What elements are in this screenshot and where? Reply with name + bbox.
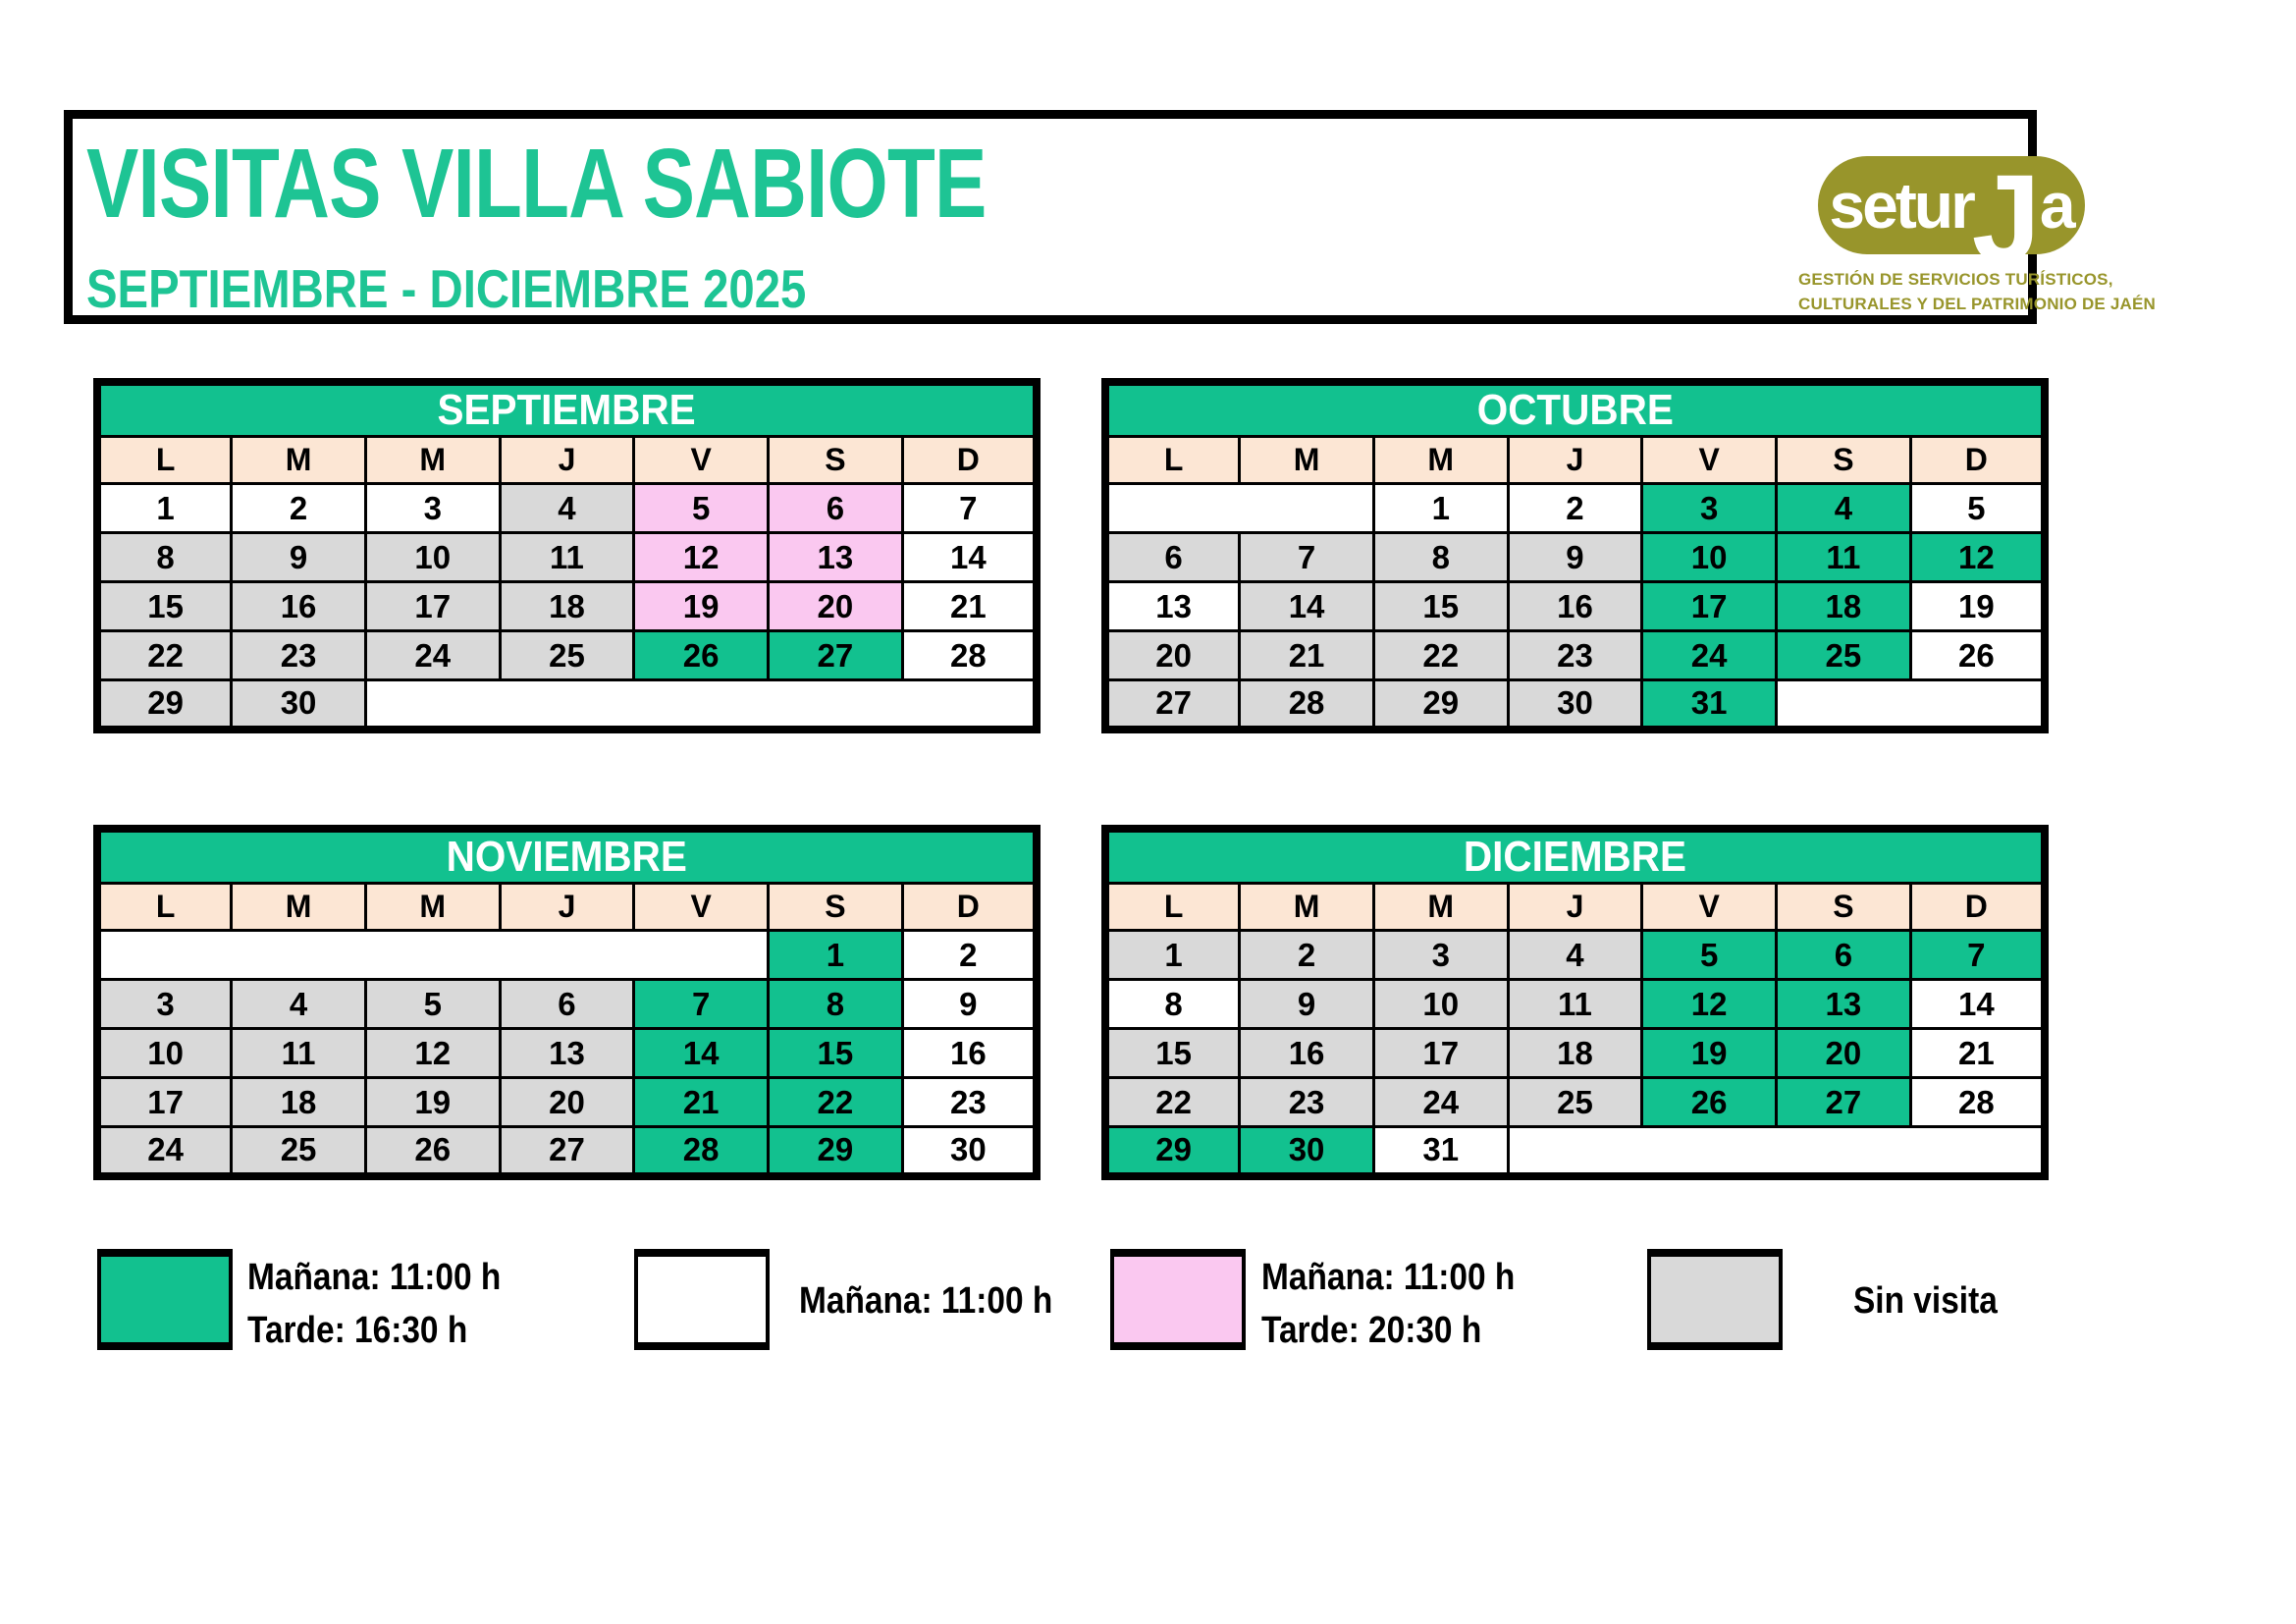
day-cell: 6 xyxy=(769,484,903,533)
day-cell: 23 xyxy=(1508,631,1642,680)
weekday-header: M xyxy=(1373,884,1508,931)
day-cell: 14 xyxy=(902,533,1037,582)
weekday-header: D xyxy=(902,884,1037,931)
logo-tagline-line2: CULTURALES Y DEL PATRIMONIO DE JAÉN xyxy=(1798,294,2157,313)
day-cell: 7 xyxy=(902,484,1037,533)
day-cell: 10 xyxy=(1373,980,1508,1029)
day-cell: 16 xyxy=(902,1029,1037,1078)
month-name: DICIEMBRE xyxy=(1463,833,1687,881)
day-cell: 12 xyxy=(634,533,769,582)
day-cell: 8 xyxy=(97,533,232,582)
day-cell: 21 xyxy=(1240,631,1374,680)
day-cell: 3 xyxy=(1373,931,1508,980)
day-cell: 10 xyxy=(1642,533,1777,582)
weekday-header: M xyxy=(1240,884,1374,931)
day-cell: 13 xyxy=(769,533,903,582)
day-cell: 11 xyxy=(1508,980,1642,1029)
day-cell: 3 xyxy=(365,484,500,533)
weekday-header: M xyxy=(365,437,500,484)
legend-label xyxy=(1261,1251,1515,1357)
day-cell: 17 xyxy=(97,1078,232,1127)
day-cell: 23 xyxy=(1240,1078,1374,1127)
legend-line: Sin visita xyxy=(1853,1280,1998,1322)
weekday-header: D xyxy=(1910,884,2045,931)
day-cell: 1 xyxy=(97,484,232,533)
day-cell: 16 xyxy=(1508,582,1642,631)
day-cell: 10 xyxy=(365,533,500,582)
day-cell: 4 xyxy=(500,484,634,533)
day-cell: 9 xyxy=(1240,980,1374,1029)
day-cell: 30 xyxy=(902,1127,1037,1176)
day-cell: 1 xyxy=(769,931,903,980)
day-cell: 15 xyxy=(1105,1029,1240,1078)
legend-swatch-pink xyxy=(1110,1249,1246,1350)
weekday-header: J xyxy=(500,437,634,484)
weekday-header: S xyxy=(769,884,903,931)
legend-line: Tarde: 20:30 h xyxy=(1261,1310,1482,1351)
day-cell: 19 xyxy=(365,1078,500,1127)
day-cell: 23 xyxy=(232,631,366,680)
day-cell: 26 xyxy=(365,1127,500,1176)
day-cell: 14 xyxy=(634,1029,769,1078)
day-cell: 22 xyxy=(1105,1078,1240,1127)
weekday-header: V xyxy=(1642,437,1777,484)
day-cell: 7 xyxy=(634,980,769,1029)
day-cell: 31 xyxy=(1642,680,1777,730)
day-cell: 25 xyxy=(1508,1078,1642,1127)
day-cell: 28 xyxy=(634,1127,769,1176)
legend-swatch-gray xyxy=(1647,1249,1783,1350)
weekday-header: J xyxy=(1508,884,1642,931)
day-cell: 1 xyxy=(1373,484,1508,533)
day-cell: 26 xyxy=(634,631,769,680)
day-cell: 17 xyxy=(1373,1029,1508,1078)
day-cell: 2 xyxy=(902,931,1037,980)
day-cell: 3 xyxy=(97,980,232,1029)
day-cell: 24 xyxy=(1373,1078,1508,1127)
day-cell: 26 xyxy=(1642,1078,1777,1127)
day-cell: 20 xyxy=(500,1078,634,1127)
weekday-header: M xyxy=(232,437,366,484)
legend-line: Mañana: 11:00 h xyxy=(247,1257,502,1298)
logo-text-setur: setur xyxy=(1829,169,1973,242)
page-subtitle: SEPTIEMBRE - DICIEMBRE 2025 xyxy=(86,258,807,319)
logo-text-a: a xyxy=(2039,169,2074,242)
day-cell: 19 xyxy=(1910,582,2045,631)
day-cell: 22 xyxy=(1373,631,1508,680)
day-cell: 9 xyxy=(1508,533,1642,582)
weekday-header: L xyxy=(1105,437,1240,484)
day-cell: 15 xyxy=(97,582,232,631)
day-cell: 14 xyxy=(1910,980,2045,1029)
day-cell: 24 xyxy=(365,631,500,680)
day-cell: 24 xyxy=(97,1127,232,1176)
day-cell: 18 xyxy=(500,582,634,631)
legend-swatch-white xyxy=(634,1249,770,1350)
day-cell: 31 xyxy=(1373,1127,1508,1176)
day-cell: 11 xyxy=(500,533,634,582)
day-cell: 15 xyxy=(769,1029,903,1078)
day-cell: 8 xyxy=(769,980,903,1029)
day-cell: 19 xyxy=(1642,1029,1777,1078)
day-cell: 7 xyxy=(1240,533,1374,582)
day-cell: 5 xyxy=(634,484,769,533)
day-cell: 18 xyxy=(1777,582,1911,631)
day-cell: 29 xyxy=(1373,680,1508,730)
month-name: SEPTIEMBRE xyxy=(437,386,697,434)
weekday-header: J xyxy=(1508,437,1642,484)
day-cell: 12 xyxy=(1910,533,2045,582)
weekday-header: V xyxy=(634,884,769,931)
day-cell: 27 xyxy=(500,1127,634,1176)
day-cell: 2 xyxy=(1508,484,1642,533)
legend-label xyxy=(1853,1274,1998,1327)
day-cell: 4 xyxy=(1777,484,1911,533)
day-cell: 30 xyxy=(232,680,366,730)
day-cell: 10 xyxy=(97,1029,232,1078)
day-cell: 22 xyxy=(769,1078,903,1127)
weekday-header: D xyxy=(1910,437,2045,484)
day-cell: 21 xyxy=(1910,1029,2045,1078)
day-cell: 14 xyxy=(1240,582,1374,631)
weekday-header: V xyxy=(634,437,769,484)
day-cell: 8 xyxy=(1373,533,1508,582)
weekday-header: S xyxy=(1777,437,1911,484)
day-cell: 4 xyxy=(232,980,366,1029)
month-name: OCTUBRE xyxy=(1476,386,1674,434)
legend-label xyxy=(247,1251,501,1357)
day-cell: 6 xyxy=(500,980,634,1029)
day-cell: 25 xyxy=(500,631,634,680)
day-cell: 16 xyxy=(232,582,366,631)
day-cell: 2 xyxy=(1240,931,1374,980)
day-cell: 11 xyxy=(1777,533,1911,582)
day-cell: 21 xyxy=(634,1078,769,1127)
day-cell: 1 xyxy=(1105,931,1240,980)
day-cell: 22 xyxy=(97,631,232,680)
day-cell: 28 xyxy=(1910,1078,2045,1127)
legend-line: Mañana: 11:00 h xyxy=(1261,1257,1516,1298)
day-cell: 27 xyxy=(1105,680,1240,730)
weekday-header: L xyxy=(97,884,232,931)
day-cell: 27 xyxy=(1777,1078,1911,1127)
day-cell: 29 xyxy=(1105,1127,1240,1176)
day-cell: 16 xyxy=(1240,1029,1374,1078)
day-cell: 2 xyxy=(232,484,366,533)
day-cell: 20 xyxy=(1105,631,1240,680)
day-cell: 25 xyxy=(1777,631,1911,680)
day-cell: 8 xyxy=(1105,980,1240,1029)
day-cell: 13 xyxy=(1777,980,1911,1029)
weekday-header: S xyxy=(769,437,903,484)
day-cell: 13 xyxy=(500,1029,634,1078)
day-cell: 26 xyxy=(1910,631,2045,680)
legend-line: Tarde: 16:30 h xyxy=(247,1310,468,1351)
day-cell: 12 xyxy=(1642,980,1777,1029)
day-cell: 11 xyxy=(232,1029,366,1078)
legend-label xyxy=(799,1274,1052,1327)
day-cell: 21 xyxy=(902,582,1037,631)
day-cell: 13 xyxy=(1105,582,1240,631)
day-cell: 9 xyxy=(232,533,366,582)
weekday-header: L xyxy=(1105,884,1240,931)
day-cell: 19 xyxy=(634,582,769,631)
day-cell: 25 xyxy=(232,1127,366,1176)
day-cell: 23 xyxy=(902,1078,1037,1127)
day-cell: 27 xyxy=(769,631,903,680)
day-cell: 6 xyxy=(1777,931,1911,980)
day-cell: 24 xyxy=(1642,631,1777,680)
day-cell: 5 xyxy=(1642,931,1777,980)
day-cell: 18 xyxy=(232,1078,366,1127)
logo-tagline-line1: GESTIÓN DE SERVICIOS TURÍSTICOS, xyxy=(1798,270,2113,289)
day-cell: 30 xyxy=(1508,680,1642,730)
weekday-header: V xyxy=(1642,884,1777,931)
day-cell: 29 xyxy=(97,680,232,730)
day-cell: 4 xyxy=(1508,931,1642,980)
day-cell: 3 xyxy=(1642,484,1777,533)
legend-line: Mañana: 11:00 h xyxy=(799,1280,1053,1322)
seturja-logo-pill: setur J a xyxy=(1818,156,2085,254)
weekday-header: J xyxy=(500,884,634,931)
day-cell: 9 xyxy=(902,980,1037,1029)
weekday-header: D xyxy=(902,437,1037,484)
weekday-header: L xyxy=(97,437,232,484)
weekday-header: M xyxy=(1240,437,1374,484)
weekday-header: M xyxy=(232,884,366,931)
page-title: VISITAS VILLA SABIOTE xyxy=(86,129,987,239)
weekday-header: S xyxy=(1777,884,1911,931)
day-cell: 29 xyxy=(769,1127,903,1176)
weekday-header: M xyxy=(1373,437,1508,484)
day-cell: 20 xyxy=(769,582,903,631)
day-cell: 5 xyxy=(365,980,500,1029)
day-cell: 18 xyxy=(1508,1029,1642,1078)
legend-swatch-green xyxy=(97,1249,233,1350)
day-cell: 17 xyxy=(1642,582,1777,631)
day-cell: 17 xyxy=(365,582,500,631)
weekday-header: M xyxy=(365,884,500,931)
day-cell: 20 xyxy=(1777,1029,1911,1078)
day-cell: 5 xyxy=(1910,484,2045,533)
day-cell: 28 xyxy=(1240,680,1374,730)
day-cell: 30 xyxy=(1240,1127,1374,1176)
day-cell: 7 xyxy=(1910,931,2045,980)
day-cell: 6 xyxy=(1105,533,1240,582)
day-cell: 28 xyxy=(902,631,1037,680)
day-cell: 15 xyxy=(1373,582,1508,631)
month-name: NOVIEMBRE xyxy=(446,833,688,881)
day-cell: 12 xyxy=(365,1029,500,1078)
